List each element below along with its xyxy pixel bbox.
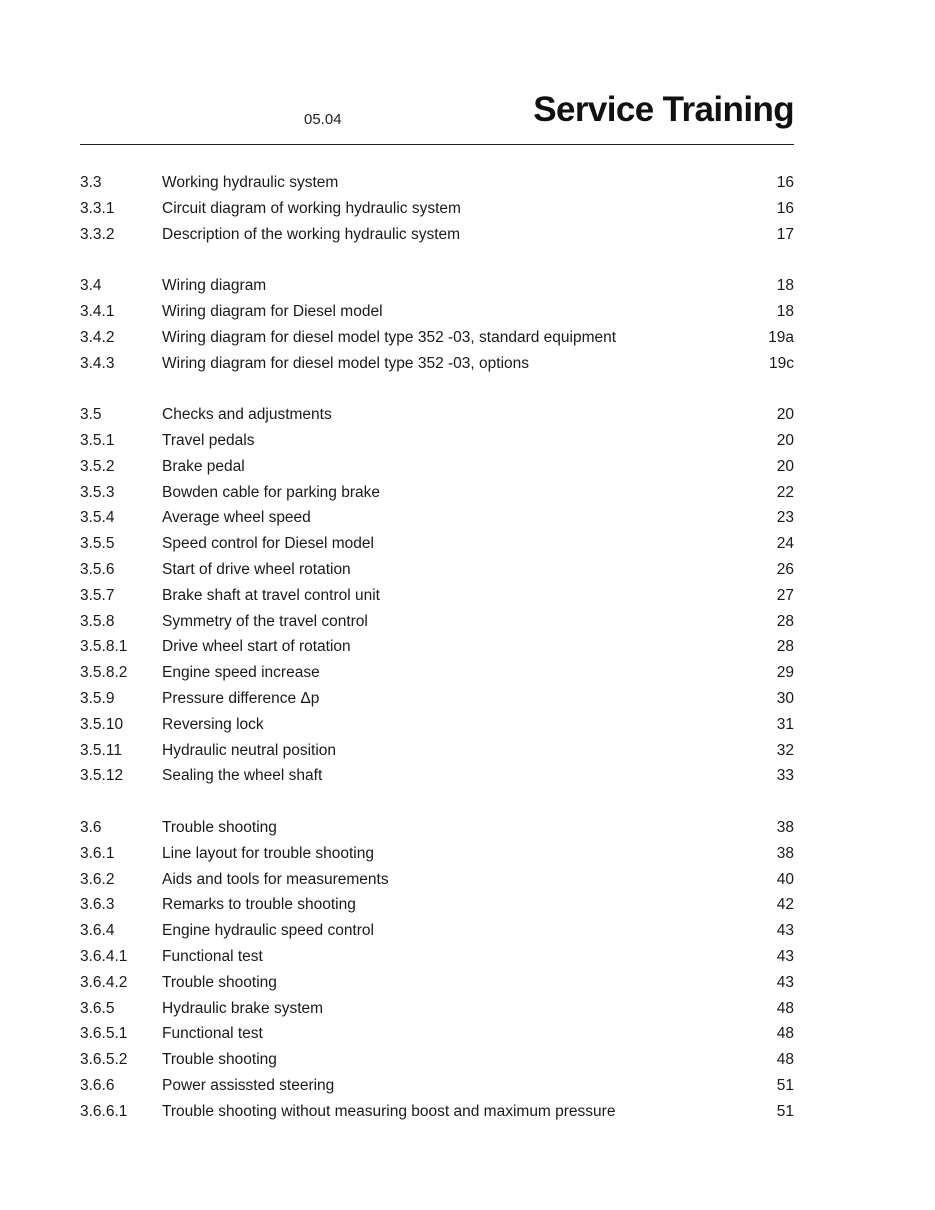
toc-entry	[80, 299, 794, 325]
toc-entry	[80, 970, 794, 996]
toc-entry	[80, 763, 794, 789]
toc-number: 3.5.6	[80, 560, 115, 578]
toc-entry	[80, 867, 794, 893]
toc-number: 3.6.4.2	[80, 973, 128, 991]
toc-page-number: 19a	[768, 328, 794, 346]
toc-number: 3.3	[80, 174, 102, 191]
toc-number: 3.6.5	[80, 999, 115, 1017]
toc-section	[80, 170, 794, 247]
toc-entry	[80, 609, 794, 635]
toc-page-number: 29	[776, 664, 794, 682]
toc-number: 3.6.4.1	[80, 947, 128, 965]
toc-page-number: 18	[776, 302, 794, 320]
toc-entry	[80, 660, 794, 686]
toc-number: 3.5.12	[80, 767, 124, 785]
toc-page-number: 28	[776, 638, 794, 656]
toc-page-number: 32	[776, 741, 794, 759]
toc-title: Description of the working hydraulic system	[162, 225, 461, 243]
toc-entry	[80, 196, 794, 222]
toc-entry	[80, 1099, 794, 1125]
toc-page-number: 20	[776, 406, 794, 424]
toc-number: 3.5.2	[80, 457, 115, 475]
toc-title: Engine speed increase	[162, 664, 320, 682]
toc-number: 3.4	[80, 277, 102, 295]
toc-number: 3.5.9	[80, 689, 115, 707]
toc-title: Brake shaft at travel control unit	[162, 586, 380, 604]
toc-title: Remarks to trouble shooting	[162, 896, 356, 914]
toc-entry	[80, 222, 794, 248]
toc-number: 3.4.3	[80, 354, 115, 372]
toc-number: 3.4.1	[80, 302, 115, 320]
toc-number: 3.5.8.1	[80, 638, 128, 656]
toc-page-number: 31	[776, 715, 794, 733]
toc-entry	[80, 480, 794, 506]
toc-title: Pressure difference Δp	[162, 689, 320, 707]
toc-number: 3.3.1	[80, 199, 115, 217]
toc-title: Wiring diagram	[162, 277, 267, 295]
toc-title: Line layout for trouble shooting	[162, 844, 374, 862]
toc-entry	[80, 712, 794, 738]
toc-title: Hydraulic brake system	[162, 999, 324, 1017]
header-date: 05.04	[304, 111, 342, 128]
toc-page-number: 48	[776, 1025, 794, 1043]
toc-entry	[80, 918, 794, 944]
toc-title: Trouble shooting	[162, 973, 277, 991]
toc-title: Working hydraulic system	[162, 174, 339, 191]
toc-entry	[80, 531, 794, 557]
toc-title: Start of drive wheel rotation	[162, 560, 351, 578]
toc-title: Checks and adjustments	[162, 406, 332, 424]
toc-title: Brake pedal	[162, 457, 245, 475]
toc-entry	[80, 1021, 794, 1047]
toc-page-number: 38	[776, 818, 794, 836]
toc-number: 3.6	[80, 818, 102, 836]
toc-entry	[80, 738, 794, 764]
toc-number: 3.5.1	[80, 431, 115, 449]
toc-number: 3.6.4	[80, 922, 115, 940]
toc-page-number: 27	[776, 586, 794, 604]
toc-page-number: 23	[776, 509, 794, 527]
toc-entry	[80, 505, 794, 531]
toc-entry	[80, 1073, 794, 1099]
toc-number: 3.6.5.2	[80, 1051, 128, 1069]
toc-entry	[80, 686, 794, 712]
toc-page-number: 20	[776, 431, 794, 449]
toc-number: 3.3.2	[80, 225, 115, 243]
toc-page-number: 24	[776, 535, 794, 553]
toc-number: 3.6.6	[80, 1076, 115, 1094]
toc-title: Trouble shooting	[162, 818, 277, 836]
toc-section	[80, 273, 794, 376]
toc-title: Circuit diagram of working hydraulic system	[162, 199, 461, 217]
toc-page-number: 17	[776, 225, 794, 243]
toc-title: Aids and tools for measurements	[162, 870, 389, 888]
table-of-contents	[80, 170, 794, 1150]
toc-page-number: 30	[776, 689, 794, 707]
toc-entry	[80, 273, 794, 299]
toc-title: Power assissted steering	[162, 1076, 335, 1094]
toc-number: 3.5	[80, 406, 102, 424]
toc-page-number: 20	[776, 457, 794, 475]
toc-number: 3.5.8	[80, 612, 115, 630]
toc-number: 3.5.7	[80, 586, 115, 604]
toc-number: 3.4.2	[80, 328, 115, 346]
toc-title: Drive wheel start of rotation	[162, 638, 351, 656]
toc-page-number: 40	[776, 870, 794, 888]
toc-title: Functional test	[162, 1025, 263, 1043]
toc-number: 3.5.5	[80, 535, 115, 553]
toc-entry	[80, 892, 794, 918]
toc-page-number: 16	[776, 199, 794, 217]
toc-entry	[80, 815, 794, 841]
toc-title: Wiring diagram for diesel model type 352 -03, options	[162, 354, 530, 372]
toc-page-number: 43	[776, 922, 794, 940]
toc-page-number: 22	[776, 483, 794, 501]
toc-title: Functional test	[162, 947, 263, 965]
toc-entry	[80, 557, 794, 583]
header-title: Service Training	[533, 90, 794, 129]
toc-number: 3.6.5.1	[80, 1025, 128, 1043]
toc-page-number: 19c	[769, 354, 794, 372]
toc-section	[80, 815, 794, 1125]
toc-number: 3.5.4	[80, 509, 115, 527]
toc-number: 3.5.3	[80, 483, 115, 501]
toc-title: Wiring diagram for Diesel model	[162, 302, 383, 320]
page-header	[80, 86, 794, 145]
toc-title: Engine hydraulic speed control	[162, 922, 374, 940]
toc-entry	[80, 402, 794, 428]
toc-entry	[80, 634, 794, 660]
toc-number: 3.6.1	[80, 844, 115, 862]
toc-title: Average wheel speed	[162, 509, 311, 527]
toc-entry	[80, 841, 794, 867]
toc-title: Reversing lock	[162, 715, 264, 733]
toc-title: Bowden cable for parking brake	[162, 483, 380, 501]
toc-entry	[80, 454, 794, 480]
toc-page-number: 38	[776, 844, 794, 862]
toc-title: Speed control for Diesel model	[162, 535, 374, 553]
toc-page-number: 33	[776, 767, 794, 785]
toc-title: Symmetry of the travel control	[162, 612, 368, 630]
toc-title: Wiring diagram for diesel model type 352 -03, standard equipment	[162, 328, 617, 346]
toc-section	[80, 402, 794, 789]
toc-title: Hydraulic neutral position	[162, 741, 337, 759]
toc-entry	[80, 325, 794, 351]
toc-title: Trouble shooting without measuring boost and maximum pressure	[162, 1102, 616, 1120]
toc-title: Travel pedals	[162, 431, 255, 449]
toc-number: 3.6.6.1	[80, 1102, 128, 1120]
toc-page-number: 51	[776, 1076, 794, 1094]
toc-page-number: 48	[776, 1051, 794, 1069]
toc-number: 3.5.11	[80, 741, 122, 759]
toc-number: 3.5.10	[80, 715, 124, 733]
toc-page-number: 43	[776, 947, 794, 965]
toc-title: Trouble shooting	[162, 1051, 277, 1069]
toc-entry	[80, 170, 794, 196]
toc-entry	[80, 944, 794, 970]
toc-entry	[80, 996, 794, 1022]
toc-page-number: 43	[776, 973, 794, 991]
toc-number: 3.6.2	[80, 870, 115, 888]
toc-title: Sealing the wheel shaft	[162, 767, 323, 785]
toc-entry	[80, 428, 794, 454]
toc-entry	[80, 1047, 794, 1073]
toc-page-number: 16	[776, 174, 794, 191]
toc-page-number: 48	[776, 999, 794, 1017]
toc-page-number: 26	[776, 560, 794, 578]
toc-page-number: 18	[776, 277, 794, 295]
toc-number: 3.6.3	[80, 896, 115, 914]
toc-entry	[80, 351, 794, 377]
toc-page-number: 42	[776, 896, 794, 914]
toc-page-number: 51	[776, 1102, 794, 1120]
toc-page-number: 28	[776, 612, 794, 630]
toc-number: 3.5.8.2	[80, 664, 128, 682]
toc-entry	[80, 583, 794, 609]
